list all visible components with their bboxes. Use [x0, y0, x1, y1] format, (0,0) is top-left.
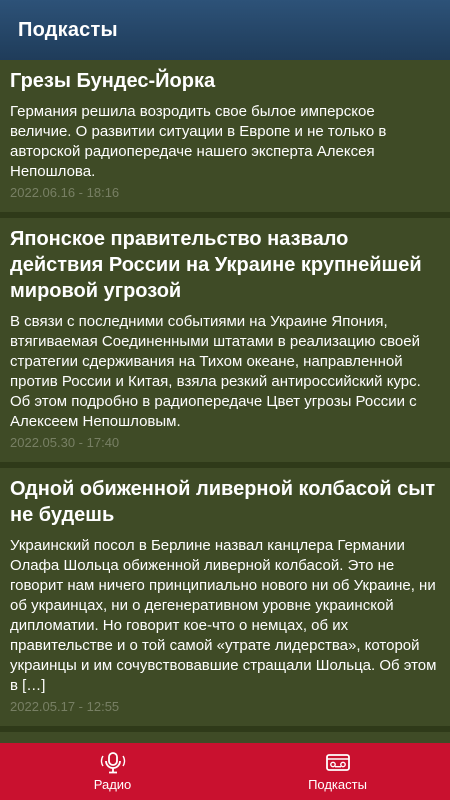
app-header [0, 0, 450, 60]
bottom-navigation [0, 743, 450, 800]
podcast-date: 2022.06.16 - 18:16 [10, 185, 120, 200]
podcast-date: 2022.05.17 - 12:55 [10, 699, 120, 714]
nav-tab-podcasts[interactable] [225, 743, 450, 800]
podcast-date: 2022.05.30 - 17:40 [10, 435, 120, 450]
podcast-summary: Украинский посол в Берлине назвал канцлера Германии Олафа Шольца обиженной ливерной колбасой. Это не говорит нам ничего принципиально нового ни об Украине, ни об украинцах, ни о дегенеративном уровне украинской дипломатии. Но говорит кое-что о немцах, об их правительстве и о той самой «утрате лидерства», которой украинцы и им сочувствовавшие стращали Шольца. Об этом в […] [10, 537, 437, 694]
nav-tab-radio[interactable] [0, 743, 225, 800]
podcast-item[interactable] [0, 218, 450, 468]
radio-microphone-icon [100, 751, 126, 775]
podcast-summary: Германия решила возродить свое былое имперское величие. О развитии ситуации в Европе и не только в авторской радиопередаче нашего эксперта Алексея Непошлова. [10, 103, 387, 180]
podcast-summary: В связи с последними событиями на Украине Япония, втягиваемая Соединенными штатами в реализацию своей стратегии сдерживания на Тихом океане, направленной против России и Китая, взяла резкий антироссийский курс. Об этом подробно в радиопередаче Цвет угрозы России с Алексеем Непошловым. [10, 313, 421, 430]
page-title: Подкасты [18, 18, 118, 41]
nav-tab-label: Подкасты [308, 777, 367, 792]
podcast-title[interactable]: Грезы Бундес-Йорка [10, 70, 216, 92]
podcast-item[interactable] [0, 468, 450, 732]
podcast-item[interactable] [0, 60, 450, 218]
podcast-title[interactable]: Японское правительство назвало действия России на Украине крупнейшей мировой угрозой [10, 228, 422, 302]
podcast-title[interactable]: Одной обиженной ливерной колбасой сыт не будешь [10, 478, 436, 526]
nav-tab-label: Радио [93, 777, 132, 792]
podcast-feed[interactable] [0, 60, 450, 743]
podcast-player-icon [325, 751, 351, 775]
